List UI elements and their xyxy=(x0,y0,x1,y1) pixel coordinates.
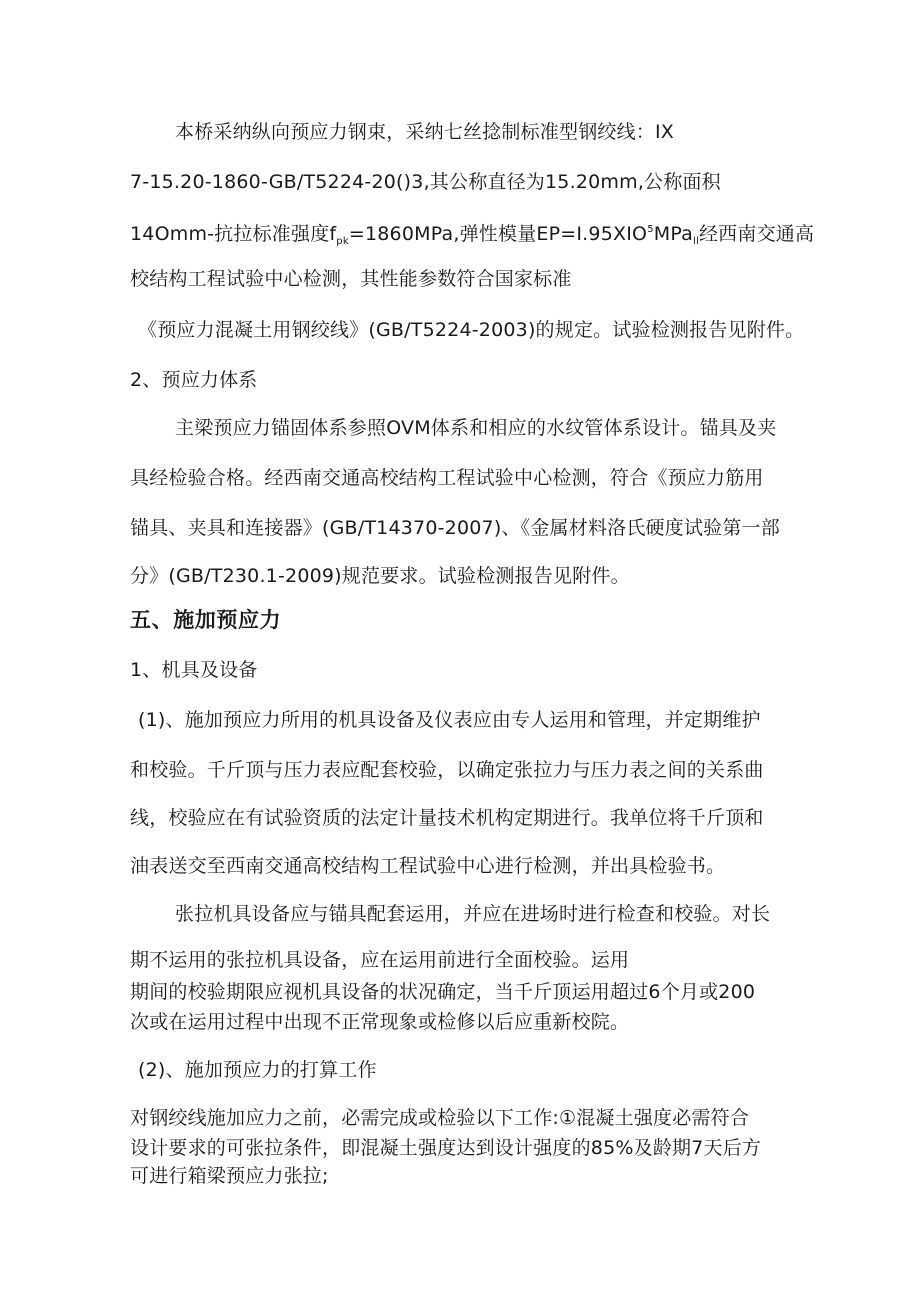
paragraph-line: 主梁预应力锚固体系参照OVM体系和相应的水纹管体系设计。锚具及夹 xyxy=(175,417,777,439)
paragraph-line: 7-15.20-1860-GB/T5224-20()3,其公称直径为15.20mm,公称面积 xyxy=(130,171,721,193)
subscript: ll xyxy=(693,236,699,247)
text-run: MPa xyxy=(653,223,693,245)
paragraph-line xyxy=(130,218,814,254)
paragraph-line: 张拉机具设备应与锚具配套运用，并应在进场时进行检查和校验。对长 xyxy=(175,903,771,925)
paragraph-line: 《预应力混凝土用钢绞线》(GB/T5224-2003)的规定。试验检测报告见附件。 xyxy=(138,319,805,341)
paragraph-line: 和校验。千斤顶与压力表应配套校验，以确定张拉力与压力表之间的关系曲 xyxy=(130,759,764,781)
section-heading: 五、施加预应力 xyxy=(130,608,282,632)
subsection-heading: 2、预应力体系 xyxy=(130,369,258,391)
subscript: pk xyxy=(336,236,349,247)
text-run: 经西南交通高 xyxy=(698,223,815,245)
paragraph-line: 期不运用的张拉机具设备，应在运用前进行全面校验。运用 xyxy=(130,949,630,971)
paragraph-line: 对钢绞线施加应力之前，必需完成或检验以下工作:①混凝土强度必需符合 xyxy=(130,1107,750,1129)
paragraph-line: 线，校验应在有试验资质的法定计量技术机构定期进行。我单位将千斤顶和 xyxy=(130,807,764,829)
superscript: 5 xyxy=(647,224,654,235)
paragraph-line: 可进行箱梁预应力张拉; xyxy=(130,1165,329,1187)
paragraph-line: 期间的校验期限应视机具设备的状况确定，当千斤顶运用超过6个月或200 xyxy=(130,981,756,1003)
text-run: 14Omm-抗拉标准强度f xyxy=(130,223,337,245)
paragraph-line: 校结构工程试验中心检测，其性能参数符合国家标准 xyxy=(130,268,572,290)
subsection-heading: 1、机具及设备 xyxy=(130,659,258,681)
paragraph-line: 设计要求的可张拉条件，即混凝土强度达到设计强度的85%及龄期7天后方 xyxy=(130,1137,762,1159)
subsection-heading: (2)、施加预应力的打算工作 xyxy=(138,1059,377,1081)
text-run: =1860MPa,弹性模量EP=I.95XIO xyxy=(348,223,648,245)
paragraph-line: 油表送交至西南交通高校结构工程试验中心进行检测，并出具检验书。 xyxy=(130,855,726,877)
paragraph-line: 分》(GB/T230.1-2009)规范要求。试验检测报告见附件。 xyxy=(130,565,630,587)
paragraph-line: 本桥采纳纵向预应力钢束，采纳七丝捻制标准型钢绞线：IX xyxy=(175,121,675,143)
paragraph-line: (1)、施加预应力所用的机具设备及仪表应由专人运用和管理，并定期维护 xyxy=(138,709,761,731)
paragraph-line: 锚具、夹具和连接器》(GB/T14370-2007)、《金属材料洛氏硬度试验第一部 xyxy=(130,517,780,539)
paragraph-line: 具经检验合格。经西南交通高校结构工程试验中心检测，符合《预应力筋用 xyxy=(130,467,764,489)
paragraph-line: 次或在运用过程中出现不正常现象或检修以后应重新校院。 xyxy=(130,1011,630,1033)
